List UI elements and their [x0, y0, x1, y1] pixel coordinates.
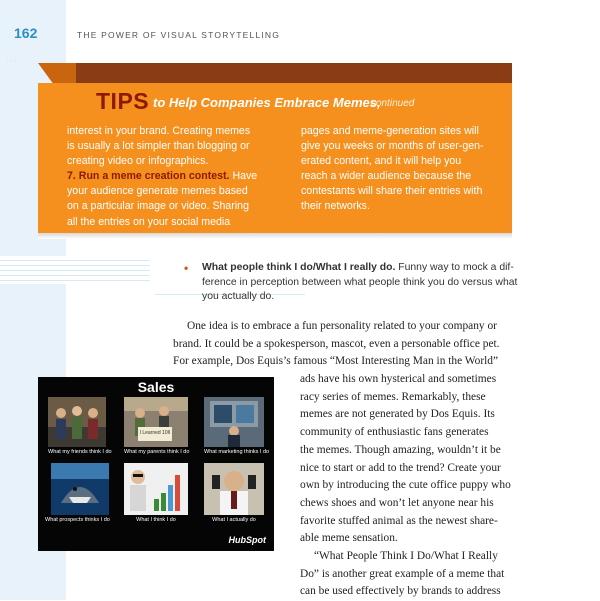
body-line: can be used effectively by brands to address	[300, 585, 501, 598]
hubspot-logo: HubSpot	[228, 535, 266, 545]
body-line: the memes. Though amazing, wouldn’t it be	[300, 443, 501, 456]
tips-line: interest in your brand. Creating memes	[67, 125, 251, 137]
bullet-rest: Funny way to mock a dif-	[398, 262, 514, 273]
body-line: community of enthusiastic fans generates	[300, 426, 489, 439]
meme-caption: What my friends think I do	[48, 449, 112, 455]
friends-photo	[48, 397, 106, 447]
ghost-text	[0, 256, 150, 284]
tips-line: erated content, and it will help you	[301, 155, 462, 168]
chart-guy-photo	[124, 463, 188, 515]
tips-item-7-title: Run a meme creation contest.	[78, 170, 230, 183]
meme-caption: What marketing thinks I do	[204, 449, 270, 455]
body-line: own by introducing the cute office puppy who	[300, 479, 511, 492]
tips-line: creating video or infographics.	[67, 155, 209, 168]
marketing-photo	[204, 397, 264, 447]
body-line: Do” is another great example of a meme that	[300, 567, 505, 580]
tips-line: your audience generate memes based	[67, 185, 248, 198]
body-line: ads have his own hysterical and sometimes	[300, 373, 497, 385]
bullet-dot-icon: •	[184, 261, 189, 275]
bullet-bold: What people think I do/What I really do.	[202, 262, 396, 273]
shark-photo	[48, 463, 112, 515]
tips-item-7	[67, 169, 277, 184]
bullet-line: you actually do.	[202, 291, 275, 303]
bullet-line	[202, 261, 517, 276]
meme-cell-i-think	[124, 463, 188, 525]
page-number: 162	[14, 25, 38, 41]
tips-line: give you weeks or months of user-gen-	[301, 140, 484, 153]
meme-caption: What prospects thinks I do	[45, 517, 110, 523]
tips-box-shadow	[38, 233, 512, 239]
tips-line: on a particular image or video. Sharing	[67, 200, 249, 213]
meme-cell-friends	[48, 397, 112, 457]
tips-tab-bar	[76, 63, 512, 83]
tips-column-left	[67, 124, 277, 230]
bullet-text	[202, 261, 517, 305]
meme-cell-parents	[124, 397, 188, 457]
body-line: One idea is to embrace a fun personality related to your company or	[187, 320, 497, 332]
tips-line: reach a wider audience because the	[301, 170, 472, 183]
tips-item-7-number: 7.	[67, 170, 76, 183]
ghost-text: · · ·	[6, 58, 17, 65]
parents-photo	[124, 397, 188, 447]
tips-line: contestants will share their entries with	[301, 185, 483, 198]
meme-caption: What I think I do	[136, 517, 176, 523]
tips-column-right	[301, 124, 511, 215]
meme-title: Sales	[137, 379, 175, 395]
meme-cell-prospects	[45, 463, 112, 525]
body-line: nice to start or add to the trend? Create your	[300, 461, 501, 474]
body-line: favorite stuffed animal as the newest share-	[300, 514, 498, 527]
body-line: “What People Think I Do/What I Really	[314, 550, 498, 563]
running-head: THE POWER OF VISUAL STORYTELLING	[77, 30, 281, 40]
body-line: racy series of memes. Remarkably, these	[300, 390, 486, 403]
bullet-line: ference in perception between what people think you do versus what	[202, 276, 518, 288]
body-line: For example, Dos Equis’s famous “Most Interesting Man in the World”	[173, 355, 499, 368]
tips-line: their networks.	[301, 200, 370, 213]
meme-cell-marketing	[204, 397, 270, 457]
meme-caption: What I actually do	[212, 517, 256, 523]
body-line: chews shoes and won’t let anyone near his	[300, 496, 494, 509]
tips-heading-big: TIPS	[96, 88, 150, 114]
body-line: brand. It could be a spokesperson, mascot, even a personable office pet.	[173, 337, 500, 350]
meme-caption: What my parents think I do	[124, 449, 190, 455]
sales-meme-image	[38, 377, 274, 551]
body-paragraph-narrow	[300, 371, 511, 601]
stressed-man-photo	[204, 463, 264, 515]
tips-heading-subtitle: to Help Companies Embrace Memes,	[153, 95, 381, 110]
body-line: able meme sensation.	[300, 532, 398, 545]
body-paragraph-top	[173, 318, 500, 371]
meme-sign-text: I Learned 10¢	[139, 430, 171, 436]
tips-heading-continued: continued	[371, 98, 415, 109]
tips-heading	[96, 88, 416, 112]
meme-cell-actually	[204, 463, 264, 525]
tips-item-7-rest: Have	[232, 170, 258, 183]
tips-line: pages and meme-generation sites will	[301, 125, 479, 137]
tips-line: is usually a lot simpler than blogging or	[67, 140, 250, 153]
tips-line: all the entries on your social media	[67, 215, 231, 228]
body-line: memes are not generated by Dos Equis. Its	[300, 408, 495, 421]
